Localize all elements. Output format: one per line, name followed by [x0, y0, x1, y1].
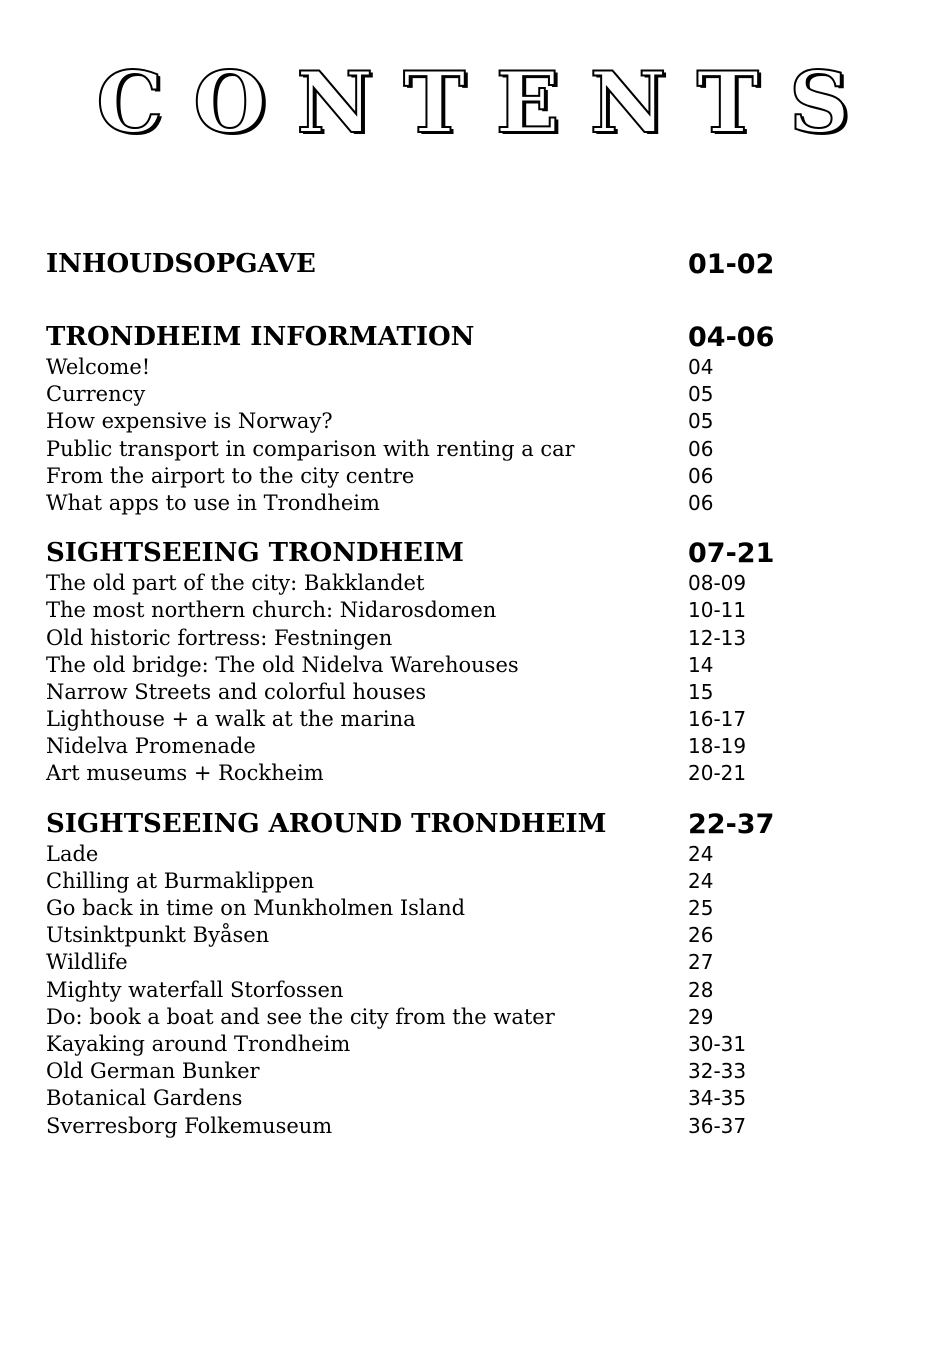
- toc-entry: [46, 1113, 906, 1140]
- entry-page-number: 24: [688, 868, 714, 893]
- entry-title: Nidelva Promenade: [46, 734, 256, 759]
- entry-title: Chilling at Burmaklippen: [46, 868, 315, 893]
- entry-title: Old historic fortress: Festningen: [46, 625, 393, 650]
- toc-entry: [46, 597, 906, 624]
- toc-entry: [46, 868, 906, 895]
- toc-section-heading: [46, 321, 906, 354]
- entry-page-number: 04: [688, 355, 714, 379]
- toc-section: [46, 248, 906, 281]
- entry-page-number: 18-19: [688, 734, 747, 759]
- entry-page-number: 08-09: [688, 571, 747, 596]
- toc-entry: [46, 1004, 906, 1031]
- toc-section: [46, 321, 906, 517]
- entry-page-number: 30-31: [688, 1031, 747, 1056]
- toc-entry: [46, 977, 906, 1004]
- toc-entry: [46, 1085, 906, 1112]
- toc-entry: [46, 895, 906, 922]
- entry-title: From the airport to the city centre: [46, 463, 415, 488]
- toc-entry: [46, 922, 906, 949]
- entry-title: Wildlife: [46, 950, 128, 975]
- entry-page-number: 32-33: [688, 1059, 747, 1084]
- toc-entry: [46, 1031, 906, 1058]
- entry-page-number: 26: [688, 923, 714, 948]
- entry-page-number: 34-35: [688, 1086, 747, 1111]
- entry-page-number: 06: [688, 436, 714, 461]
- entry-page-number: 16-17: [688, 707, 747, 732]
- toc-entry: [46, 436, 906, 463]
- entry-title: Do: book a boat and see the city from the water: [46, 1004, 555, 1029]
- section-page-range: 01-02: [688, 249, 775, 280]
- entry-page-number: 06: [688, 463, 714, 488]
- toc-entry: [46, 1058, 906, 1085]
- toc-entry: [46, 760, 906, 787]
- toc-entry: [46, 463, 906, 490]
- entry-title: Art museums + Rockheim: [46, 761, 324, 786]
- toc-entry: [46, 490, 906, 517]
- entry-title: Narrow Streets and colorful houses: [46, 679, 427, 704]
- entry-page-number: 06: [688, 490, 714, 515]
- entry-page-number: 24: [688, 841, 714, 866]
- entry-page-number: 05: [688, 409, 714, 434]
- section-title: SIGHTSEEING TRONDHEIM: [46, 538, 464, 569]
- entry-title: The most northern church: Nidarosdomen: [46, 598, 497, 623]
- toc-entry: [46, 652, 906, 679]
- toc-entry: [46, 408, 906, 435]
- entry-page-number: 05: [688, 382, 714, 407]
- section-page-range: 22-37: [688, 808, 775, 840]
- section-title: TRONDHEIM INFORMATION: [46, 322, 475, 352]
- entry-title: Welcome!: [46, 355, 151, 379]
- entry-title: Botanical Gardens: [46, 1086, 243, 1111]
- toc-section: [46, 537, 906, 788]
- entry-title: Sverresborg Folkemuseum: [46, 1113, 333, 1138]
- toc-section-heading: [46, 248, 906, 281]
- entry-title: The old bridge: The old Nidelva Warehouses: [46, 652, 519, 677]
- toc-section: [46, 808, 906, 1140]
- entry-page-number: 28: [688, 977, 714, 1002]
- entry-page-number: 29: [688, 1004, 714, 1029]
- entry-title: Kayaking around Trondheim: [46, 1031, 351, 1056]
- entry-title: Mighty waterfall Storfossen: [46, 977, 344, 1002]
- toc-entry: [46, 679, 906, 706]
- entry-title: Old German Bunker: [46, 1059, 260, 1084]
- entry-title: What apps to use in Trondheim: [46, 490, 380, 515]
- toc-entry: [46, 949, 906, 976]
- toc-entry: [46, 381, 906, 408]
- section-title: INHOUDSOPGAVE: [46, 249, 316, 279]
- toc-entry: [46, 706, 906, 733]
- entry-title: The old part of the city: Bakklandet: [46, 571, 425, 596]
- entry-page-number: 15: [688, 679, 714, 704]
- section-page-range: 04-06: [688, 322, 775, 353]
- toc-section-heading: [46, 537, 906, 570]
- entry-title: Utsinktpunkt Byåsen: [46, 923, 270, 948]
- entry-page-number: 20-21: [688, 761, 747, 786]
- entry-page-number: 25: [688, 896, 714, 920]
- table-of-contents: [46, 248, 906, 1160]
- entry-title: Lighthouse + a walk at the marina: [46, 707, 416, 732]
- entry-title: Public transport in comparison with renting a car: [46, 436, 575, 461]
- entry-title: How expensive is Norway?: [46, 409, 333, 434]
- entry-page-number: 27: [688, 950, 714, 975]
- section-page-range: 07-21: [688, 538, 775, 570]
- section-title: SIGHTSEEING AROUND TRONDHEIM: [46, 808, 607, 839]
- entry-page-number: 10-11: [688, 598, 747, 623]
- entry-page-number: 14: [688, 652, 714, 677]
- entry-title: Lade: [46, 841, 99, 866]
- toc-entry: [46, 733, 906, 760]
- toc-entry: [46, 354, 906, 381]
- toc-entry: [46, 625, 906, 652]
- entry-title: Currency: [46, 382, 146, 407]
- toc-entry: [46, 570, 906, 597]
- page-title: CONTENTS: [96, 53, 880, 152]
- toc-section-heading: [46, 808, 906, 841]
- entry-page-number: 12-13: [688, 625, 747, 650]
- entry-title: Go back in time on Munkholmen Island: [46, 896, 466, 920]
- toc-entry: [46, 841, 906, 868]
- entry-page-number: 36-37: [688, 1113, 747, 1138]
